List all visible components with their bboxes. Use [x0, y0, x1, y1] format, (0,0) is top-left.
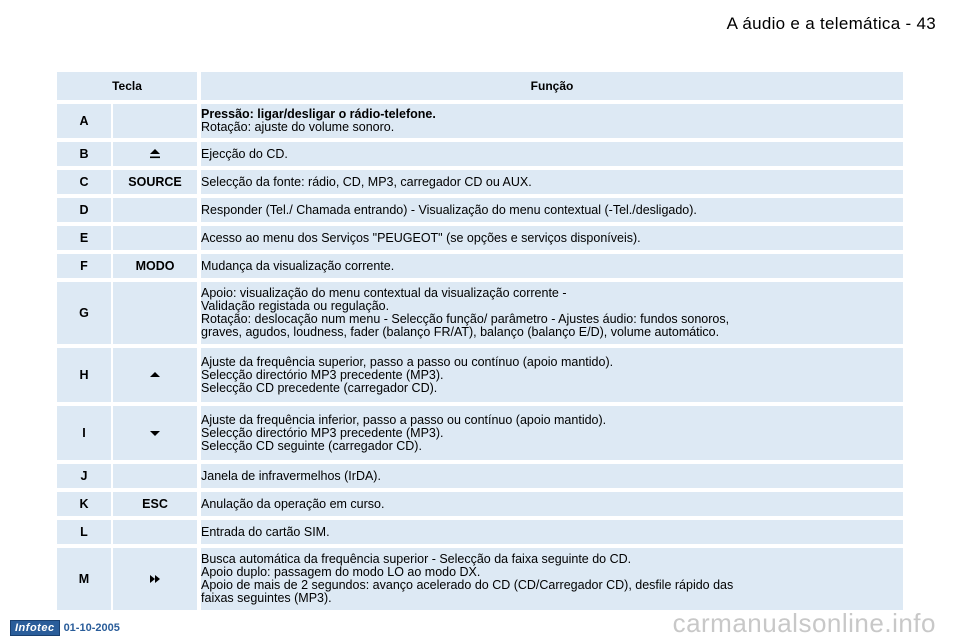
- key-function-description: [201, 548, 903, 610]
- key-function-description: [201, 142, 903, 166]
- description-line: faixas seguintes (MP3).: [201, 591, 332, 605]
- footer-date: 01-10-2005: [63, 622, 120, 634]
- table-row: [57, 226, 903, 250]
- table-row: [57, 406, 903, 460]
- key-function-description: [201, 198, 903, 222]
- column-header-function: Função: [201, 72, 903, 100]
- key-letter: F: [57, 254, 113, 278]
- key-letter: A: [57, 104, 113, 138]
- infotec-logo: Infotec: [10, 620, 60, 636]
- key-symbol: SOURCE: [113, 170, 201, 194]
- description-line: Apoio: visualização do menu contextual da visualização corrente -: [201, 286, 567, 300]
- table-row: [57, 282, 903, 344]
- key-symbol: [113, 198, 201, 222]
- key-function-description: [201, 464, 903, 488]
- description-line: Selecção CD seguinte (carregador CD).: [201, 438, 422, 453]
- key-letter: J: [57, 464, 113, 488]
- key-symbol: ESC: [113, 492, 201, 516]
- key-letter: E: [57, 226, 113, 250]
- key-symbol: MODO: [113, 254, 201, 278]
- table-row: [57, 492, 903, 516]
- key-function-description: [201, 406, 903, 460]
- key-letter: K: [57, 492, 113, 516]
- table-header-row: [57, 72, 903, 100]
- description-line: Entrada do cartão SIM.: [201, 524, 330, 539]
- description-line: Selecção directório MP3 precedente (MP3).: [201, 367, 444, 382]
- fast-forward-icon: [147, 573, 163, 585]
- key-letter: H: [57, 348, 113, 402]
- description-line: Validação registada ou regulação.: [201, 299, 390, 313]
- description-line: Selecção CD precedente (carregador CD).: [201, 380, 438, 395]
- description-line: Selecção da fonte: rádio, CD, MP3, carregador CD ou AUX.: [201, 174, 532, 189]
- key-letter: C: [57, 170, 113, 194]
- table-row: [57, 464, 903, 488]
- description-line: graves, agudos, loudness, fader (balanço FR/AT), balanço (balanço E/D), volume automático.: [201, 325, 720, 339]
- key-function-description: [201, 104, 903, 138]
- table-row: [57, 254, 903, 278]
- description-line: Pressão: ligar/desligar o rádio-telefone.: [201, 107, 436, 121]
- arrow-down-icon: [147, 427, 163, 439]
- key-function-description: [201, 282, 903, 344]
- description-line: Anulação da operação em curso.: [201, 496, 385, 511]
- key-symbol: [113, 282, 201, 344]
- description-line: Responder (Tel./ Chamada entrando) - Visualização do menu contextual (-Tel./desligado).: [201, 202, 697, 217]
- key-letter: B: [57, 142, 113, 166]
- key-letter: L: [57, 520, 113, 544]
- description-line: Apoio de mais de 2 segundos: avanço acelerado do CD (CD/Carregador CD), desfile rápido das: [201, 578, 734, 592]
- key-symbol: [113, 520, 201, 544]
- key-symbol: [113, 104, 201, 138]
- key-function-description: [201, 492, 903, 516]
- description-line: Apoio duplo: passagem do modo LO ao modo DX.: [201, 565, 481, 579]
- key-letter: M: [57, 548, 113, 610]
- key-function-description: [201, 170, 903, 194]
- key-symbol: [113, 406, 201, 460]
- description-line: Janela de infravermelhos (IrDA).: [201, 468, 381, 483]
- key-letter: D: [57, 198, 113, 222]
- description-line: Selecção directório MP3 precedente (MP3).: [201, 425, 444, 440]
- table-row: [57, 520, 903, 544]
- table-row: [57, 348, 903, 402]
- description-line: Rotação: ajuste do volume sonoro.: [201, 120, 395, 134]
- description-line: Rotação: deslocação num menu - Selecção função/ parâmetro - Ajustes áudio: fundos sonoros,: [201, 312, 730, 326]
- key-symbol: [113, 142, 201, 166]
- key-symbol: [113, 464, 201, 488]
- watermark: carmanualsonline.info: [672, 608, 936, 638]
- description-line: Busca automática da frequência superior - Selecção da faixa seguinte do CD.: [201, 552, 632, 566]
- key-function-description: [201, 226, 903, 250]
- key-function-description: [201, 254, 903, 278]
- key-symbol: [113, 226, 201, 250]
- key-function-table: [57, 68, 903, 614]
- table-row: [57, 548, 903, 610]
- table-row: [57, 198, 903, 222]
- key-letter: G: [57, 282, 113, 344]
- key-symbol: [113, 348, 201, 402]
- page-title: A áudio e a telemática - 43: [726, 14, 936, 33]
- description-line: Mudança da visualização corrente.: [201, 258, 395, 273]
- key-function-description: [201, 520, 903, 544]
- key-letter: I: [57, 406, 113, 460]
- description-line: Acesso ao menu dos Serviços "PEUGEOT" (se opções e serviços disponíveis).: [201, 230, 641, 245]
- key-symbol: [113, 548, 201, 610]
- arrow-up-icon: [147, 369, 163, 381]
- table-row: [57, 104, 903, 138]
- description-line: Ajuste da frequência inferior, passo a passo ou contínuo (apoio mantido).: [201, 412, 607, 427]
- table-row: [57, 142, 903, 166]
- description-line: Ajuste da frequência superior, passo a passo ou contínuo (apoio mantido).: [201, 354, 614, 369]
- table-row: [57, 170, 903, 194]
- footer-brand: [10, 620, 120, 636]
- description-line: Ejecção do CD.: [201, 146, 288, 161]
- key-function-description: [201, 348, 903, 402]
- column-header-key: Tecla: [57, 72, 201, 100]
- eject-icon: [147, 148, 163, 160]
